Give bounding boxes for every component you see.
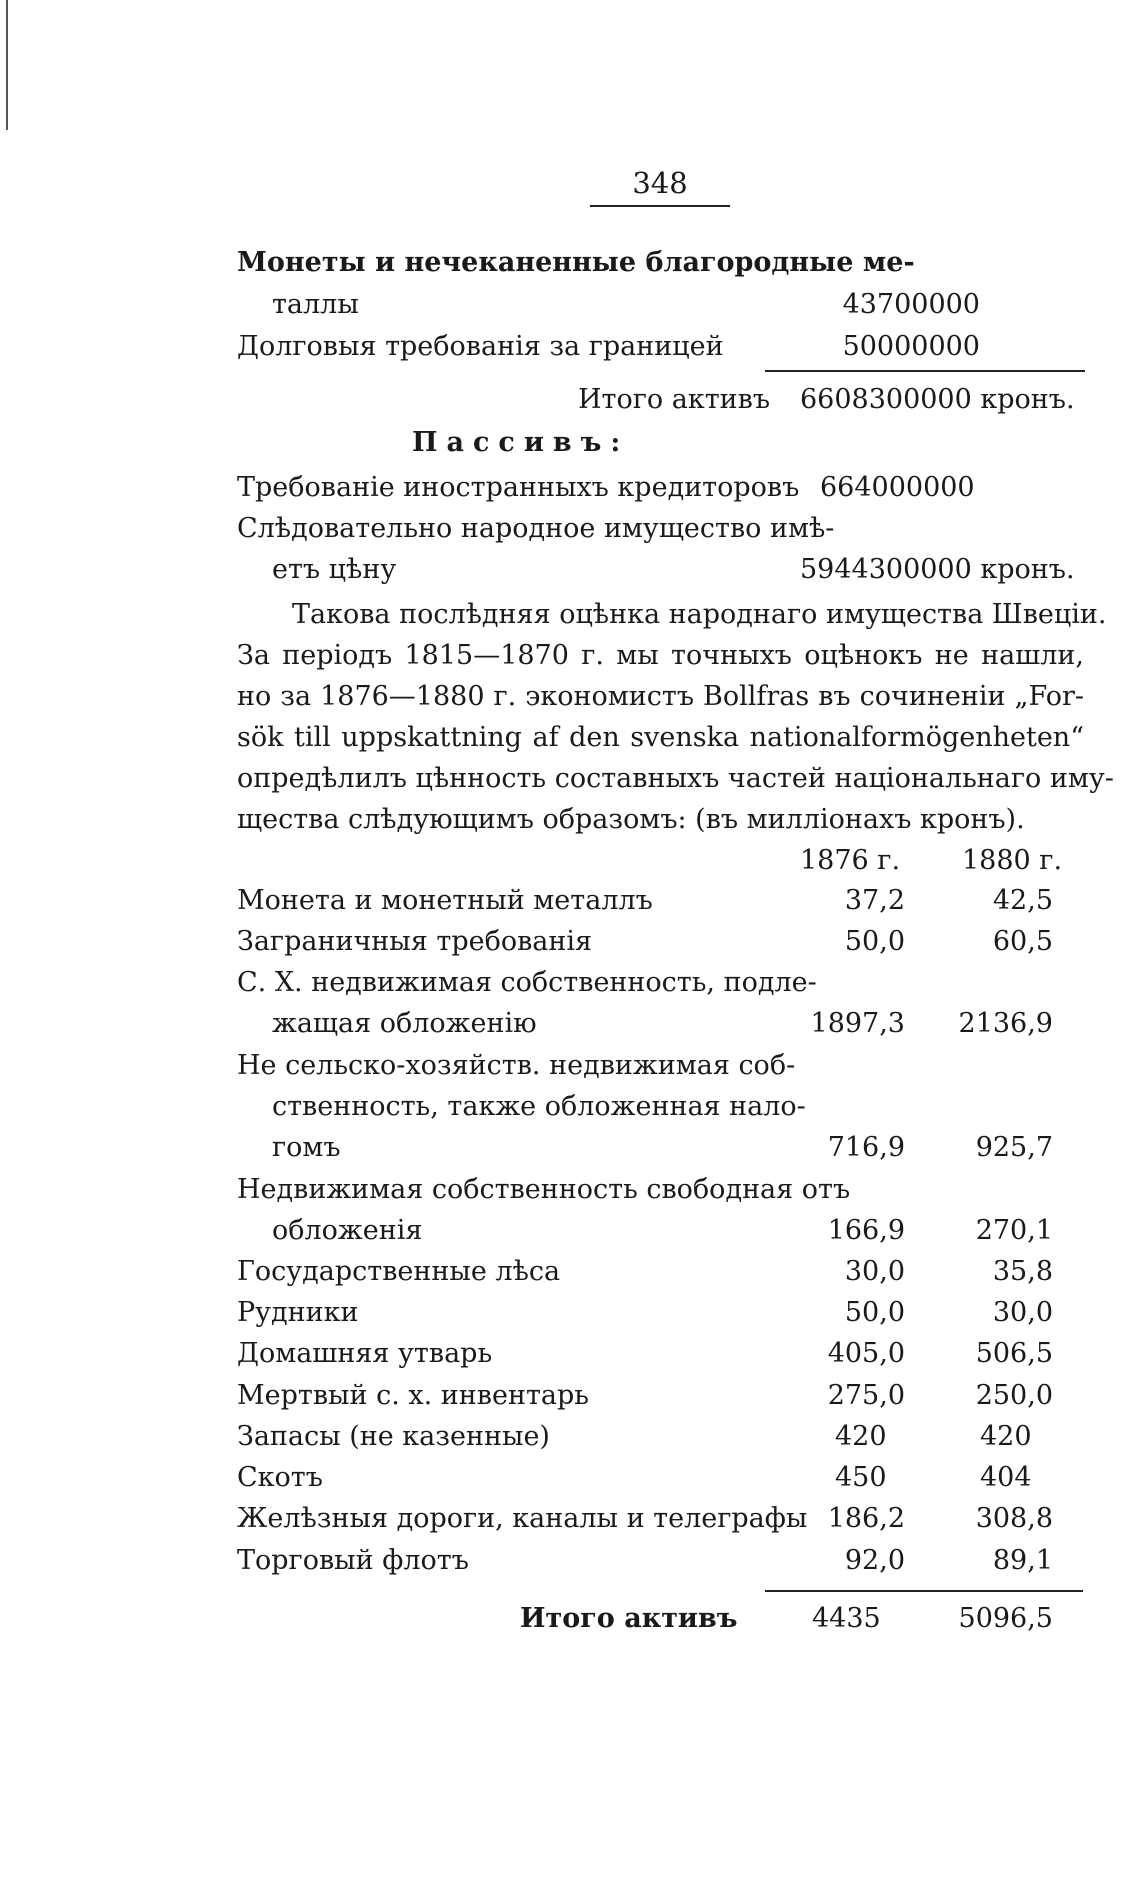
table-cell-1880: 30,0 bbox=[992, 1297, 1053, 1328]
passive-creditors-label: Требованіе иностранныхъ кредиторовъ bbox=[237, 472, 800, 503]
table-col-header-1876: 1876 г. bbox=[800, 845, 901, 876]
table-cell-1880: 250,0 bbox=[975, 1380, 1053, 1411]
table-cell-1880: 35,8 bbox=[992, 1256, 1053, 1287]
table-total-1876: 4435 bbox=[812, 1603, 881, 1634]
table-row-label-cont: обложенія bbox=[272, 1215, 423, 1246]
table-row-label: С. Х. недвижимая собственность, подле- bbox=[237, 967, 817, 998]
asset-coins-label-line2: таллы bbox=[272, 289, 359, 320]
table-row-label-cont: жащая обложенію bbox=[272, 1008, 537, 1039]
table-total-1880: 5096,5 bbox=[958, 1603, 1053, 1634]
table-cell-1876: 30,0 bbox=[844, 1256, 905, 1287]
net-worth-label-line2: етъ цѣну bbox=[272, 554, 397, 585]
asset-coins-label-line1: Монеты и нечеканенные благородные ме- bbox=[237, 247, 915, 278]
table-cell-1876: 166,9 bbox=[827, 1215, 905, 1246]
net-worth-value: 5944300000 кронъ. bbox=[800, 554, 1075, 585]
table-cell-1876: 50,0 bbox=[844, 926, 905, 957]
table-row-label: Рудники bbox=[237, 1297, 359, 1328]
table-row-label: Мертвый с. х. инвентарь bbox=[237, 1380, 589, 1411]
table-cell-1876: 275,0 bbox=[827, 1380, 905, 1411]
table-row-label: Недвижимая собственность свободная отъ bbox=[237, 1174, 851, 1205]
table-cell-1880: 270,1 bbox=[975, 1215, 1053, 1246]
paragraph-line: опредѣлилъ цѣнность составныхъ частей національнаго иму- bbox=[237, 763, 1114, 794]
table-row-label: Не сельско-хозяйств. недвижимая соб- bbox=[237, 1050, 796, 1081]
table-cell-1876: 50,0 bbox=[844, 1297, 905, 1328]
table-cell-1880: 925,7 bbox=[975, 1132, 1053, 1163]
table-cell-1880: 60,5 bbox=[992, 926, 1053, 957]
paragraph-line: щества слѣдующимъ образомъ: (въ милліонахъ кронъ). bbox=[237, 804, 1025, 835]
paragraph-line: но за 1876—1880 г. экономистъ Bollfras въ сочиненіи „For- bbox=[237, 681, 1084, 712]
table-cell-1880: 308,8 bbox=[975, 1503, 1053, 1534]
asset-coins-value: 43700000 bbox=[842, 289, 980, 320]
paragraph-line: За періодъ 1815—1870 г. мы точныхъ оцѣнокъ не нашли, bbox=[237, 640, 1084, 671]
table-row-label-cont: гомъ bbox=[272, 1132, 341, 1163]
page-number-rule bbox=[590, 205, 730, 207]
table-cell-1880: 2136,9 bbox=[958, 1008, 1053, 1039]
table-cell-1876: 716,9 bbox=[827, 1132, 905, 1163]
asset-foreign-claims-label: Долговыя требованія за границей bbox=[237, 331, 724, 362]
table-cell-1880: 404 bbox=[980, 1462, 1032, 1493]
table-row-label-cont: ственность, также обложенная нало- bbox=[272, 1091, 806, 1122]
assets-total-value: 6608300000 кронъ. bbox=[800, 384, 1075, 415]
assets-sum-rule bbox=[765, 370, 1085, 372]
table-row-label: Монета и монетный металлъ bbox=[237, 885, 653, 916]
table-cell-1876: 186,2 bbox=[827, 1503, 905, 1534]
table-cell-1876: 37,2 bbox=[844, 885, 905, 916]
paragraph-line: sök till uppskattning af den svenska nationalformögenheten“ bbox=[237, 722, 1084, 753]
page-edge-line bbox=[6, 0, 8, 130]
table-row-label: Скотъ bbox=[237, 1462, 323, 1493]
body-paragraph bbox=[237, 594, 1114, 840]
net-worth-label-line1: Слѣдовательно народное имущество имѣ- bbox=[237, 513, 835, 544]
table-cell-1876: 405,0 bbox=[827, 1338, 905, 1369]
passive-creditors-value: 664000000 bbox=[820, 472, 975, 503]
table-row-label: Торговый флотъ bbox=[237, 1545, 469, 1576]
table-cell-1876: 1897,3 bbox=[810, 1008, 905, 1039]
table-sum-rule bbox=[765, 1590, 1083, 1592]
table-row-label: Заграничныя требованія bbox=[237, 926, 593, 957]
table-row-label: Государственные лѣса bbox=[237, 1256, 561, 1287]
paragraph-line: Такова послѣдняя оцѣнка народнаго имущества Швеціи. bbox=[292, 599, 1107, 630]
asset-foreign-claims-value: 50000000 bbox=[842, 331, 980, 362]
table-cell-1880: 506,5 bbox=[975, 1338, 1053, 1369]
page-number: 348 bbox=[632, 166, 688, 200]
table-row-label: Домашняя утварь bbox=[237, 1338, 493, 1369]
assets-total-label: Итого активъ bbox=[578, 384, 771, 415]
passive-heading: Пассивъ: bbox=[412, 427, 630, 458]
table-cell-1880: 89,1 bbox=[992, 1545, 1053, 1576]
table-row-label: Желѣзныя дороги, каналы и телеграфы bbox=[237, 1503, 808, 1534]
table-cell-1876: 420 bbox=[835, 1421, 887, 1452]
table-cell-1876: 92,0 bbox=[844, 1545, 905, 1576]
table-cell-1876: 450 bbox=[835, 1462, 887, 1493]
table-total-label: Итого активъ bbox=[520, 1603, 738, 1634]
table-col-header-1880: 1880 г. bbox=[962, 845, 1063, 876]
table-cell-1880: 420 bbox=[980, 1421, 1032, 1452]
table-row-label: Запасы (не казенные) bbox=[237, 1421, 550, 1452]
table-cell-1880: 42,5 bbox=[992, 885, 1053, 916]
